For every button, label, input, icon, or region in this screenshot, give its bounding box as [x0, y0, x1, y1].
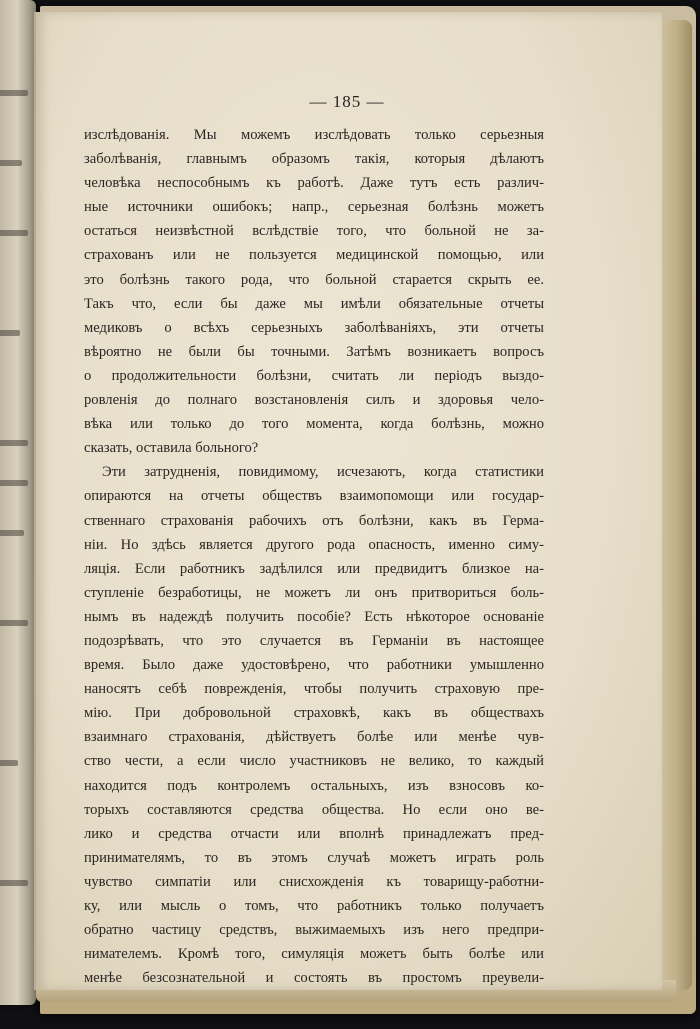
text-line: заболѣванія, главнымъ образомъ такія, которыя дѣлаютъ [84, 151, 544, 168]
text-line: Такъ что, если бы даже мы имѣли обязательные отчеты [84, 295, 544, 312]
text-line: изслѣдованія. Мы можемъ изслѣдовать только серьезныя [84, 127, 544, 143]
text-line: ку, или мысль о томъ, что работникъ только получаетъ [84, 898, 544, 914]
text-line: обратно частицу средствъ, выжимаемыхъ изъ него предпри- [84, 922, 544, 939]
text-line: торыхъ составляются средства общества. Но если оно ве- [84, 801, 544, 818]
text-line: чувство симпатіи или снисхожденія къ товарищу-работни- [84, 873, 544, 890]
text-line: Эти затрудненія, повидимому, исчезаютъ, когда статистики [102, 464, 544, 481]
facing-page-text-fragment [0, 880, 28, 886]
facing-page-edge [0, 0, 36, 1005]
text-line: лико и средства отчасти или вполнѣ принадлежатъ пред- [84, 825, 544, 842]
text-line: страхованъ или не пользуется медицинской помощью, или [84, 247, 544, 264]
text-line: ровленія до полнаго возстановленія силъ и здоровья чело- [84, 392, 544, 409]
paragraph [84, 123, 544, 460]
text-line: находится подъ контролемъ остальныхъ, изъ взносовъ ко- [84, 777, 544, 794]
text-line: принимателямъ, то въ этомъ случаѣ можетъ играть роль [84, 849, 544, 866]
text-line: ступленіе безработицы, не можетъ ли онъ притвориться боль- [84, 584, 544, 601]
text-line: менѣе безсознательной и состоять въ простомъ преувели- [84, 970, 544, 987]
text-line: ляція. Если работникъ задѣлился или предвидитъ близкое на- [84, 560, 544, 577]
facing-page-text-fragment [0, 160, 22, 166]
text-line: наносятъ себѣ поврежденія, чтобы получить страховую пре- [84, 681, 544, 698]
page-body-text [84, 123, 544, 990]
facing-page-text-fragment [0, 440, 28, 446]
facing-page-text-fragment [0, 760, 18, 766]
text-line: ство чести, а если число участниковъ не велико, то каждый [84, 753, 544, 770]
text-line: время. Было даже удостовѣрено, что работники умышленно [84, 657, 544, 674]
text-line: мію. При добровольной страховкѣ, какъ въ обществахъ [84, 705, 544, 722]
facing-page-text-fragment [0, 90, 28, 96]
text-line: вѣроятно не были бы точными. Затѣмъ возникаетъ вопросъ [84, 343, 544, 360]
facing-page-text-fragment [0, 230, 28, 236]
facing-page-text-fragment [0, 530, 24, 536]
text-line: вѣка или только до того момента, когда болѣзнь, можно [84, 416, 544, 433]
text-line: подозрѣвать, что это случается въ Германіи въ настоящее [84, 632, 544, 649]
text-line: взаимнаго страхованія, дѣйствуетъ болѣе или менѣе чув- [84, 729, 544, 746]
page-number: — 185 — [309, 92, 385, 111]
facing-page-text-fragment [0, 620, 28, 626]
text-line: остаться неизвѣстной вслѣдствіе того, что больной не за- [84, 223, 544, 240]
text-line: о продолжительности болѣзни, считать ли періодъ выздо- [84, 367, 544, 384]
text-line: ные источники ошибокъ; напр., серьезная болѣзнь можетъ [84, 199, 544, 216]
text-line: нымъ въ надеждѣ получить пособіе? Есть нѣкоторое основаніе [84, 608, 544, 625]
text-line: это болѣзнь такого рода, что больной старается скрыть ее. [84, 271, 544, 288]
text-line: ственнаго страхованія рабочихъ отъ болѣзни, какъ въ Герма- [84, 512, 544, 529]
facing-page-text-fragment [0, 480, 28, 486]
text-line: медиковъ о всѣхъ серьезныхъ заболѣваніяхъ, эти отчеты [84, 319, 544, 336]
text-line: нимателемъ. Кромѣ того, симуляція можетъ быть болѣе или [84, 946, 544, 963]
paragraph [84, 460, 544, 990]
text-line: опираются на отчеты обществъ взаимопомощи или государ- [84, 488, 544, 505]
text-line: ніи. Но здѣсь является другого рода опасность, именно симу- [84, 536, 544, 553]
text-line: человѣка неспособнымъ къ работѣ. Даже тутъ есть различ- [84, 175, 544, 192]
text-line: сказать, оставила больного? [84, 440, 259, 457]
facing-page-text-fragment [0, 330, 20, 336]
